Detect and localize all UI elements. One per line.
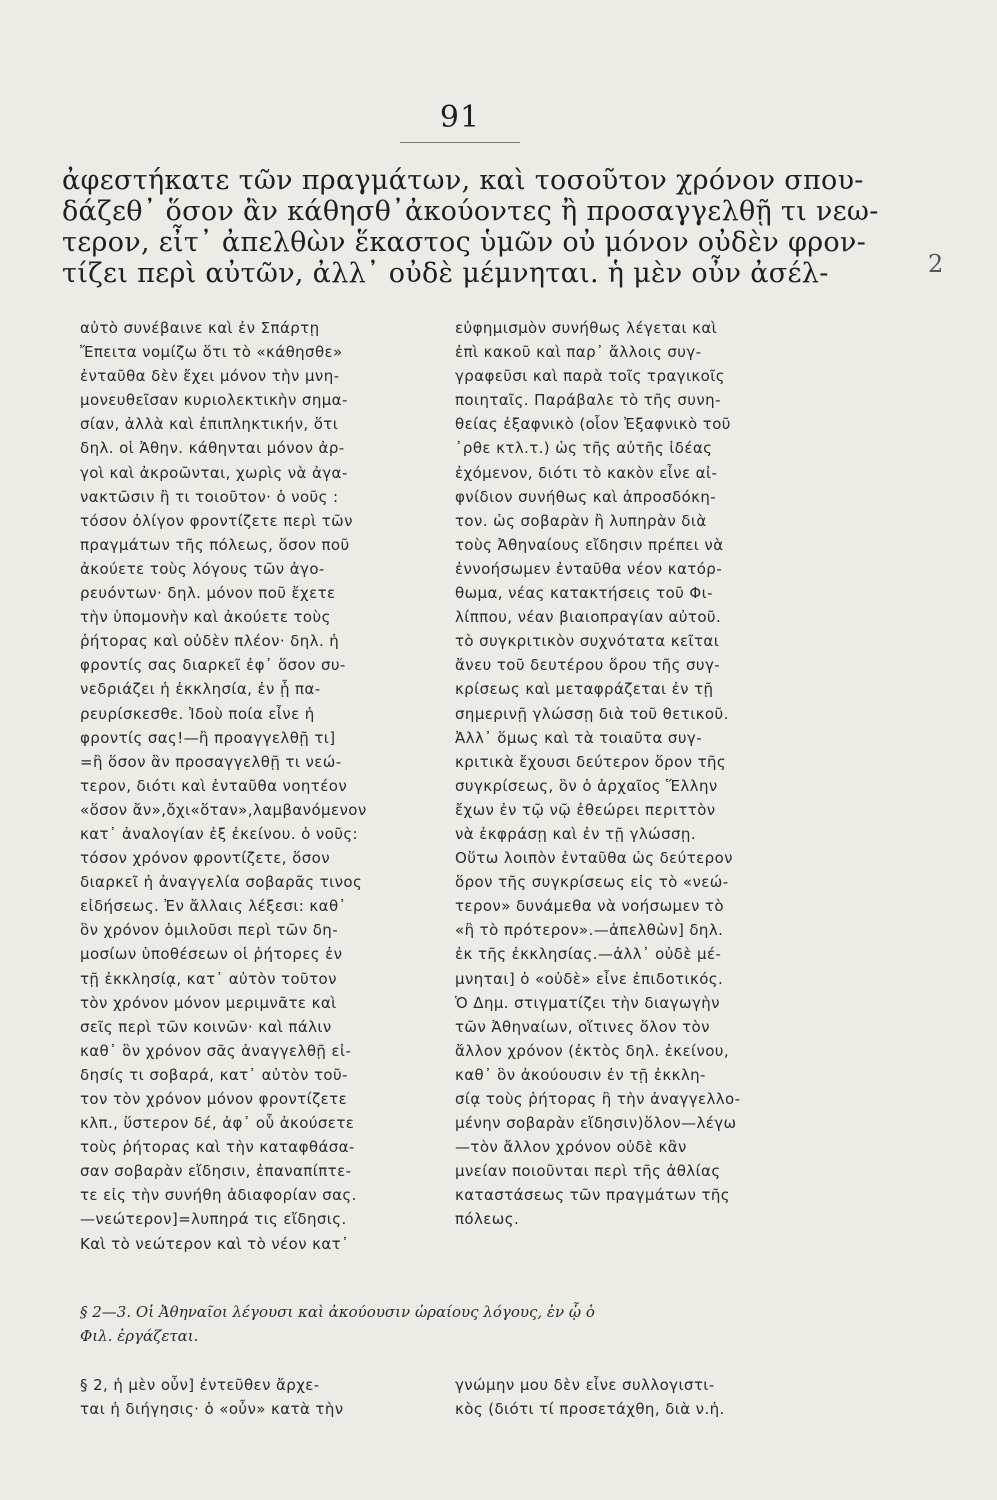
- commentary-line: σίαν, ἀλλὰ καὶ ἐπιπληκτικήν, ὅτι: [80, 415, 339, 434]
- commentary-line: καθ᾽ ὃν χρόνον σᾶς ἀναγγελθῇ εἰ-: [80, 1041, 352, 1060]
- commentary-line: ὅρον τῆς συγκρίσεως εἰς τὸ «νεώ-: [455, 873, 729, 892]
- commentary-line: τοὺς Ἀθηναίους εἴδησιν πρέπει νὰ: [455, 535, 724, 554]
- commentary-line: σεῖς περὶ τῶν κοινῶν· καὶ πάλιν: [80, 1017, 332, 1036]
- page-number-rule: [400, 142, 520, 143]
- commentary-line: συγκρίσεως, ὃν ὁ ἀρχαῖος Ἕλλην: [455, 776, 718, 795]
- commentary-line: Ὁ Δημ. στιγματίζει τὴν διαγωγὴν: [455, 993, 720, 1012]
- commentary-line: «ὅσον ἄν»,ὄχι«ὅταν»,λαμβανόμενον: [80, 800, 367, 819]
- section-summary-line: Φιλ. ἐργάζεται.: [80, 1327, 199, 1345]
- commentary-line: μοσίων ὑποθέσεων οἱ ῥήτορες ἐν: [80, 945, 343, 964]
- commentary-line: ἄλλον χρόνον (ἐκτὸς δηλ. ἐκείνου,: [455, 1041, 730, 1060]
- commentary-line: σαν σοβαρὰν εἴδησιν, ἐπαναπίπτε-: [80, 1162, 352, 1181]
- commentary-line: ἄνευ τοῦ δευτέρου ὅρου τῆς συγ-: [455, 656, 721, 675]
- commentary-line: κατ᾽ ἀναλογίαν ἐξ ἐκείνου. ὁ νοῦς:: [80, 824, 359, 843]
- commentary-line: =ἢ ὅσον ἂν προσαγγελθῇ τι νεώ-: [80, 752, 342, 771]
- commentary-line: ρευόντων· δηλ. μόνον ποῦ ἔχετε: [80, 584, 336, 603]
- commentary-line: σίᾳ τοὺς ῥήτορας ἢ τὴν ἀναγγελλο-: [455, 1090, 741, 1108]
- main-text-block: [62, 165, 922, 289]
- commentary-line: κριτικὰ ἔχουσι δεύτερον ὅρον τῆς: [455, 752, 727, 771]
- bottom-left-line: ται ἡ διήγησις· ὁ «οὖν» κατὰ τὴν: [80, 1400, 344, 1418]
- commentary-line: ῥήτορας καὶ οὐδὲν πλέον· δηλ. ἡ: [80, 632, 340, 651]
- commentary-line: Καὶ τὸ νεώτερον καὶ τὸ νέον κατ᾽: [80, 1234, 349, 1253]
- commentary-line: τόσον ὀλίγον φροντίζετε περὶ τῶν: [80, 511, 353, 530]
- commentary-line: ἔχων ἐν τῷ νῷ ἐθεώρει περιττὸν: [455, 800, 716, 819]
- commentary-line: ἐκ τῆς ἐκκλησίας.—ἀλλ᾽ οὐδὲ μέ-: [455, 945, 722, 964]
- commentary-line: ᾽ρθε κτλ.τ.) ὡς τῆς αὐτῆς ἰδέας: [455, 439, 713, 458]
- commentary-line: Ἔπειτα νομίζω ὅτι τὸ «κάθησθε»: [80, 343, 343, 362]
- commentary-line: καθ᾽ ὃν ἀκούουσιν ἐν τῇ ἐκκλη-: [455, 1065, 706, 1084]
- commentary-line: τερον, διότι καὶ ἐνταῦθα νοητέον: [80, 776, 348, 795]
- commentary-line: μονευθεῖσαν κυριολεκτικὴν σημα-: [80, 391, 348, 410]
- commentary-line: ἀκούετε τοὺς λόγους τῶν ἀγο-: [80, 559, 325, 578]
- commentary-line: τῶν Ἀθηναίων, οἵτινες ὅλον τὸν: [455, 1017, 710, 1036]
- page-number: 91: [439, 100, 481, 135]
- commentary-line: εὐφημισμὸν συνήθως λέγεται καὶ: [455, 319, 718, 337]
- commentary-line: τον τὸν χρόνον μόνον φροντίζετε: [80, 1090, 348, 1108]
- commentary-line: πραγμάτων τῆς πόλεως, ὅσον ποῦ: [80, 535, 350, 554]
- main-text-line: τίζει περὶ αὐτῶν, ἀλλ᾽ οὐδὲ μέμνηται. ἡ μὲν οὖν ἀσέλ-: [62, 258, 829, 289]
- commentary-line: νὰ ἐκφράσῃ καὶ ἐν τῇ γλώσσῃ.: [455, 824, 697, 843]
- commentary-line: ἐπὶ κακοῦ καὶ παρ᾽ ἄλλοις συγ-: [455, 343, 702, 362]
- commentary-line: τὸ συγκριτικὸν συχνότατα κεῖται: [455, 632, 720, 651]
- commentary-line: γοὶ καὶ ἀκροῶνται, χωρὶς νὰ ἀγα-: [80, 463, 348, 482]
- commentary-line: εἰδήσεως. Ἐν ἄλλαις λέξεσι: καθ᾽: [80, 897, 347, 916]
- main-text-line: ἀφεστήκατε τῶν πραγμάτων, καὶ τοσοῦτον χρόνον σπου-: [62, 165, 864, 196]
- commentary-line: δησίς τι σοβαρά, κατ᾽ αὐτὸν τοῦ-: [80, 1065, 348, 1084]
- commentary-line: ὃν χρόνον ὁμιλοῦσι περὶ τῶν δη-: [80, 921, 339, 940]
- commentary-line: ρευρίσκεσθε. Ἰδοὺ ποία εἶνε ἡ: [80, 704, 315, 723]
- commentary-line: φροντίς σας διαρκεῖ ἐφ᾽ ὅσον συ-: [80, 656, 346, 675]
- commentary-line: μένην σοβαρὰν εἴδησιν)ὅλον—λέγω: [455, 1114, 737, 1133]
- commentary-line: τὴν ὑπομονὴν καὶ ἀκούετε τοὺς: [80, 608, 331, 627]
- commentary-line: πόλεως.: [455, 1210, 520, 1229]
- commentary-line: ἐνταῦθα δὲν ἔχει μόνον τὴν μνη-: [80, 367, 340, 386]
- commentary-line: —νεώτερον]=λυπηρά τις εἴδησις.: [80, 1210, 347, 1229]
- commentary-line: θωμα, νέας κατακτήσεις τοῦ Φι-: [455, 584, 713, 603]
- commentary-line: «ἢ τὸ πρότερον».—ἀπελθὼν] δηλ.: [455, 921, 724, 940]
- bottom-left-column: [80, 1373, 440, 1421]
- bottom-left-line: § 2, ἡ μὲν οὖν] ἐντεῦθεν ἄρχε-: [80, 1376, 320, 1394]
- commentary-line: δηλ. οἱ Ἀθην. κάθηνται μόνον ἀρ-: [80, 439, 345, 458]
- commentary-line: ἐννοήσωμεν ἐνταῦθα νέον κατόρ-: [455, 559, 723, 578]
- commentary-line: φνίδιον συνήθως καὶ ἀπροσδόκη-: [455, 487, 717, 506]
- commentary-line: μνείαν ποιοῦνται περὶ τῆς ἀθλίας: [455, 1162, 721, 1181]
- commentary-line: φροντίς σας!—ἢ προαγγελθῇ τι]: [80, 728, 336, 747]
- commentary-line: νακτῶσιν ἢ τι τοιοῦτον· ὁ νοῦς :: [80, 487, 339, 506]
- commentary-line: σημερινῇ γλώσσῃ διὰ τοῦ θετικοῦ.: [455, 704, 729, 723]
- commentary-line: αὐτὸ συνέβαινε καὶ ἐν Σπάρτῃ: [80, 319, 320, 337]
- commentary-line: τοὺς ῥήτορας καὶ τὴν καταφθάσα-: [80, 1138, 355, 1157]
- main-text-line: τερον, εἶτ᾽ ἀπελθὼν ἕκαστος ὑμῶν οὐ μόνον οὐδὲν φρον-: [62, 227, 867, 258]
- commentary-line: μνηται] ὁ «οὐδὲ» εἶνε ἐπιδοτικός.: [455, 969, 724, 988]
- commentary-line: θείας ἐξαφνικὸ (οἷον Ἐξαφνικὸ τοῦ: [455, 415, 731, 434]
- section-summary: [80, 1300, 840, 1348]
- commentary-line: κρίσεως καὶ μεταφράζεται ἐν τῇ: [455, 680, 714, 699]
- commentary-line: τόσον χρόνον φροντίζετε, ὅσον: [80, 849, 330, 868]
- commentary-left-column: [80, 316, 455, 1256]
- commentary-line: τε εἰς τὴν συνήθη ἀδιαφορίαν σας.: [80, 1186, 357, 1205]
- bottom-right-line: κὸς (διότι τί προσετάχθη, διὰ ν.ἡ.: [455, 1400, 725, 1418]
- commentary-line: —τὸν ἄλλον χρόνον οὐδὲ κἂν: [455, 1138, 687, 1157]
- commentary-line: καταστάσεως τῶν πραγμάτων τῆς: [455, 1186, 730, 1205]
- bottom-right-column: [455, 1373, 825, 1421]
- commentary-line: τον. ὡς σοβαρὰν ἢ λυπηρὰν διὰ: [455, 511, 707, 530]
- commentary-line: διαρκεῖ ἡ ἀναγγελία σοβαρᾶς τινος: [80, 873, 363, 892]
- commentary-line: Οὕτω λοιπὸν ἐνταῦθα ὡς δεύτερον: [455, 849, 733, 868]
- main-text-line: δάζεθ᾽ ὅσον ἂν κάθησθ᾽ἀκούοντες ἢ προσαγγελθῇ τι νεω-: [62, 196, 879, 227]
- bottom-right-line: γνώμην μου δὲν εἶνε συλλογιστι-: [455, 1376, 715, 1394]
- commentary-line: γραφεῦσι καὶ παρὰ τοῖς τραγικοῖς: [455, 367, 725, 386]
- commentary-line: τερον» δυνάμεθα νὰ νοήσωμεν τὸ: [455, 897, 724, 916]
- commentary-line: κλπ., ὕστερον δέ, ἀφ᾽ οὗ ἀκούσετε: [80, 1114, 355, 1133]
- commentary-line: ἐχόμενον, διότι τὸ κακὸν εἶνε αἰ-: [455, 463, 718, 482]
- commentary-line: τῇ ἐκκλησίᾳ, κατ᾽ αὐτὸν τοῦτον: [80, 969, 337, 988]
- commentary-line: ποιηταῖς. Παράβαλε τὸ τῆς συνη-: [455, 391, 721, 410]
- commentary-line: λίππου, νέαν βιαιοπραγίαν αὐτοῦ.: [455, 608, 722, 627]
- commentary-right-column: [455, 316, 830, 1232]
- commentary-line: Ἀλλ᾽ ὅμως καὶ τὰ τοιαῦτα συγ-: [455, 728, 703, 747]
- margin-section-mark: 2: [928, 250, 944, 278]
- section-summary-line: § 2—3. Οἱ Ἀθηναῖοι λέγουσι καὶ ἀκούουσιν ὡραίους λόγους, ἐν ᾧ ὁ: [80, 1303, 595, 1321]
- commentary-line: νεδριάζει ἡ ἐκκλησία, ἐν ᾗ πα-: [80, 680, 321, 699]
- commentary-line: τὸν χρόνον μόνον μεριμνᾶτε καὶ: [80, 993, 337, 1012]
